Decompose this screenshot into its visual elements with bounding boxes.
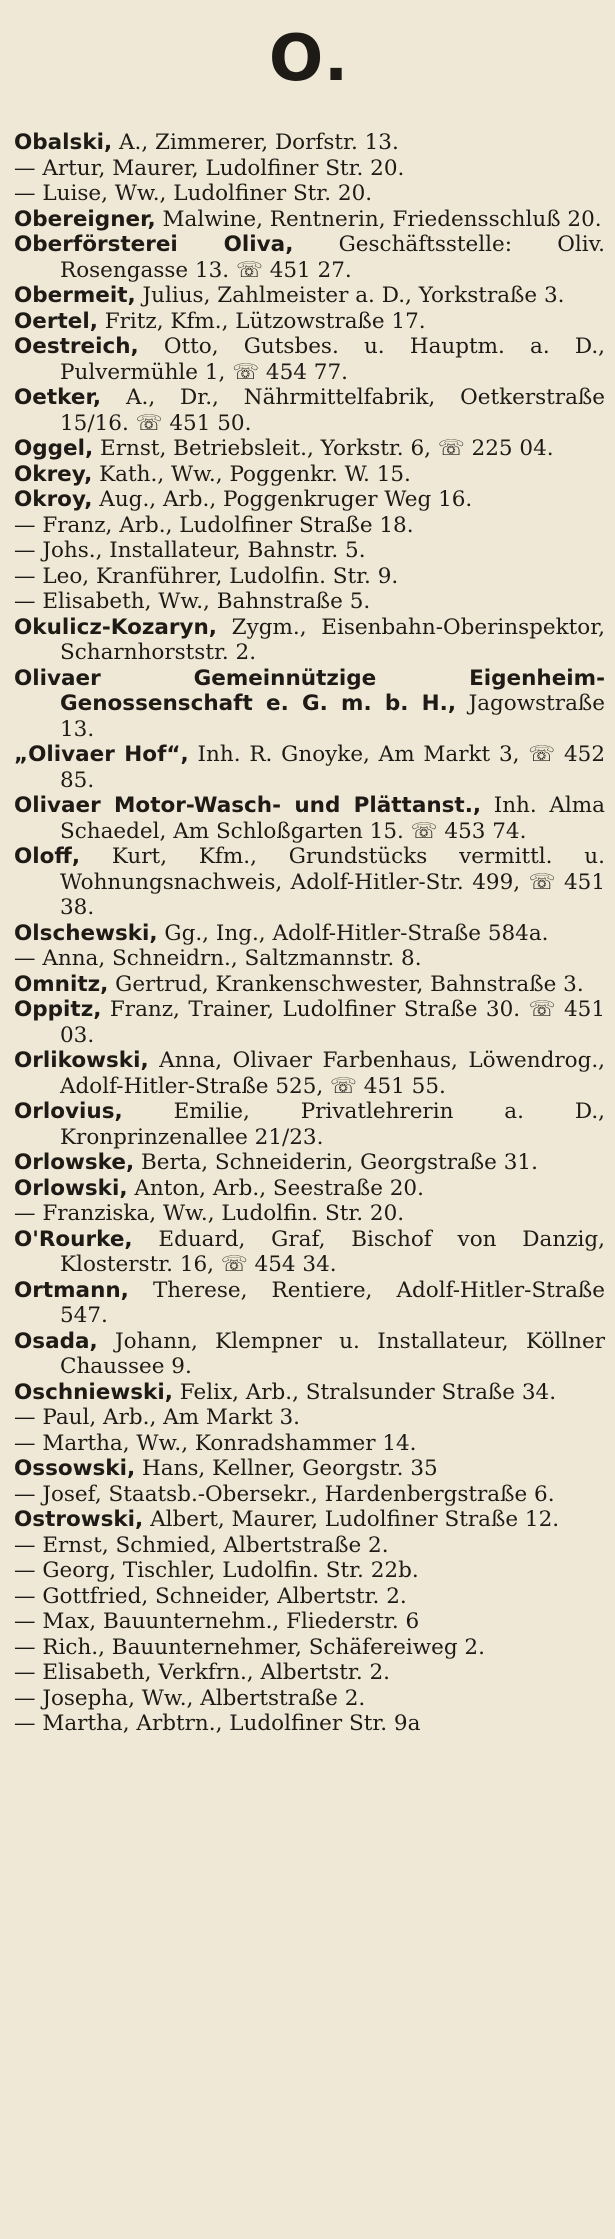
entry-details: Otto, Gutsbes. u. Hauptm. a. D., Pulvermühle 1, ☏ 454 77. [60,334,605,385]
entry-details: A., Zimmerer, Dorfstr. 13. [112,130,399,155]
entry-name: Obereigner, [14,206,156,232]
entry-name: Oestreich, [14,334,139,359]
entry-details: — Elisabeth, Verkfrn., Albertstr. 2. [14,1660,391,1685]
entry-name: Olschewski, [14,920,158,946]
directory-entry [14,385,605,436]
entry-details: Kurt, Kfm., Grundstücks vermittl. u. Wohnungsnachweis, Adolf-Hitler-Str. 499, ☏ 451 38. [60,844,605,920]
entry-details: — Johs., Installateur, Bahnstr. 5. [14,538,366,563]
directory-entry [14,1635,605,1661]
entry-details: — Franz, Arb., Ludolfiner Straße 18. [14,512,414,538]
directory-entry [14,1099,605,1150]
directory-entry [14,538,605,564]
entry-details: — Josef, Staatsb.-Obersekr., Hardenbergstraße 6. [14,1481,555,1507]
entry-name: Oggel, [14,436,94,461]
directory-entry [14,181,605,207]
entry-name: Orlikowski, [14,1048,149,1073]
entry-details: Kath., Ww., Poggenkr. W. 15. [92,461,411,487]
directory-entry [14,997,605,1048]
entry-name: Osada, [14,1328,98,1354]
entry-details: Gg., Ing., Adolf-Hitler-Straße 584a. [157,920,549,946]
entry-details: — Martha, Arbtrn., Ludolfiner Str. 9a [14,1711,421,1736]
entry-details: Emilie, Privatlehrerin a. D., Kronprinzenallee 21/23. [60,1099,605,1150]
directory-entry [14,1558,605,1584]
entry-name: Okulicz-Kozaryn, [14,614,217,640]
entry-name: Olivaer Gemeinnützige Eigenheim-Genossenschaft e. G. m. b. H., [14,665,605,716]
entry-details: — Georg, Tischler, Ludolfin. Str. 22b. [14,1558,419,1583]
entry-details: Zygm., Eisenbahn-Oberinspektor, Scharnhorststr. 2. [60,614,605,665]
entry-details: Inh. R. Gnoyke, Am Markt 3, ☏ 452 85. [60,742,605,793]
entry-name: Okroy, [14,487,93,512]
entry-details: — Artur, Maurer, Ludolfiner Str. 20. [14,155,405,181]
entry-details: Aug., Arb., Poggenkruger Weg 16. [92,487,473,512]
entry-details: Franz, Trainer, Ludolfiner Straße 30. ☏ 451 03. [60,997,605,1048]
entry-details: — Anna, Schneidrn., Saltzmannstr. 8. [14,946,422,971]
entry-name: Ortmann, [14,1277,129,1303]
directory-entry [14,232,605,283]
entry-details: — Rich., Bauunternehmer, Schäfereiweg 2. [14,1634,485,1660]
entry-name: Ossowski, [14,1456,136,1481]
directory-entry [14,1686,605,1712]
directory-entry [14,564,605,590]
directory-entry [14,1660,605,1686]
entry-details: — Josepha, Ww., Albertstraße 2. [14,1685,366,1711]
entry-details: Fritz, Kfm., Lützowstraße 17. [97,308,426,334]
entry-details: Eduard, Graf, Bischof von Danzig, Klosterstr. 16, ☏ 454 34. [60,1226,605,1277]
directory-entry [14,283,605,309]
directory-entry [14,666,605,743]
entry-details: — Luise, Ww., Ludolfiner Str. 20. [14,181,373,206]
entry-name: Ostrowski, [14,1507,144,1532]
entry-name: Oertel, [14,308,98,334]
entry-details: Albert, Maurer, Ludolfiner Straße 12. [143,1507,560,1532]
directory-entry [14,207,605,233]
entry-details: Felix, Arb., Stralsunder Straße 34. [172,1379,557,1405]
directory-entry [14,1150,605,1176]
entry-details: Berta, Schneiderin, Georgstraße 31. [134,1150,538,1175]
directory-entry [14,487,605,513]
directory-entry [14,1278,605,1329]
directory-entry [14,156,605,182]
entry-details: — Leo, Kranführer, Ludolfin. Str. 9. [14,563,399,589]
directory-entry [14,946,605,972]
directory-entry [14,1482,605,1508]
entry-details: — Franziska, Ww., Ludolfin. Str. 20. [14,1201,405,1226]
entry-details: — Gottfried, Schneider, Albertstr. 2. [14,1583,407,1609]
entry-name: Oetker, [14,385,102,410]
entry-details: Anton, Arb., Seestraße 20. [127,1175,424,1201]
directory-entry [14,1329,605,1380]
entry-name: Omnitz, [14,971,109,997]
entry-details: Malwine, Rentnerin, Friedensschluß 20. [155,206,602,232]
directory-entry [14,309,605,335]
entry-details: Johann, Klempner u. Installateur, Köllner Chaussee 9. [60,1328,605,1379]
directory-entry [14,1048,605,1099]
directory-entry [14,334,605,385]
directory-entry [14,1507,605,1533]
directory-entry [14,1456,605,1482]
entry-name: Olivaer Motor-Wasch- und Plättanst., [14,793,482,818]
entry-name: Orlovius, [14,1099,123,1124]
entry-name: Okrey, [14,461,93,487]
directory-entry [14,1431,605,1457]
entry-name: Oberförsterei Oliva, [14,232,294,257]
entry-details: A., Dr., Nährmittelfabrik, Oetkerstraße 15/16. ☏ 451 50. [60,385,605,436]
directory-entry [14,742,605,793]
directory-entry [14,972,605,998]
entry-name: Orlowske, [14,1150,135,1175]
directory-entry-list [14,130,605,1737]
directory-entry [14,1405,605,1431]
entry-details: Julius, Zahlmeister a. D., Yorkstraße 3. [135,283,565,308]
entry-details: — Paul, Arb., Am Markt 3. [14,1405,300,1430]
entry-details: Hans, Kellner, Georgstr. 35 [135,1456,438,1481]
directory-entry [14,1201,605,1227]
directory-entry [14,844,605,921]
directory-entry [14,589,605,615]
directory-entry [14,462,605,488]
section-letter-heading: O. [268,22,351,96]
directory-entry [14,615,605,666]
entry-name: Oloff, [14,844,81,869]
entry-name: „Olivaer Hof“, [14,742,189,767]
entry-name: Orlowski, [14,1175,128,1201]
entry-name: Oppitz, [14,997,102,1022]
directory-entry [14,1227,605,1278]
entry-name: Obermeit, [14,283,136,308]
directory-entry [14,1609,605,1635]
directory-entry [14,436,605,462]
entry-details: Geschäftsstelle: Oliv. Rosengasse 13. ☏ 451 27. [60,232,605,283]
entry-details: Jagowstraße 13. [60,691,605,742]
directory-entry [14,130,605,156]
directory-entry [14,1176,605,1202]
entry-details: Gertrud, Krankenschwester, Bahnstraße 3. [108,971,584,997]
entry-details: — Elisabeth, Ww., Bahnstraße 5. [14,589,371,614]
directory-entry [14,1380,605,1406]
entry-details: Anna, Olivaer Farbenhaus, Löwendrog., Adolf-Hitler-Straße 525, ☏ 451 55. [60,1048,605,1099]
entry-name: Obalski, [14,130,113,155]
entry-name: O'Rourke, [14,1226,133,1252]
directory-entry [14,793,605,844]
directory-entry [14,921,605,947]
entry-details: Therese, Rentiere, Adolf-Hitler-Straße 547. [60,1277,605,1328]
entry-details: — Martha, Ww., Konradshammer 14. [14,1430,417,1456]
directory-entry [14,1711,605,1737]
directory-entry [14,513,605,539]
entry-name: Oschniewski, [14,1379,173,1405]
directory-entry [14,1533,605,1559]
directory-entry [14,1584,605,1610]
entry-details: Inh. Alma Schaedel, Am Schloßgarten 15. ☏ 453 74. [60,793,605,844]
entry-details: — Ernst, Schmied, Albertstraße 2. [14,1532,389,1558]
entry-details: — Max, Bauunternehm., Fliederstr. 6 [14,1609,420,1634]
entry-details: Ernst, Betriebsleit., Yorkstr. 6, ☏ 225 04. [93,436,554,461]
